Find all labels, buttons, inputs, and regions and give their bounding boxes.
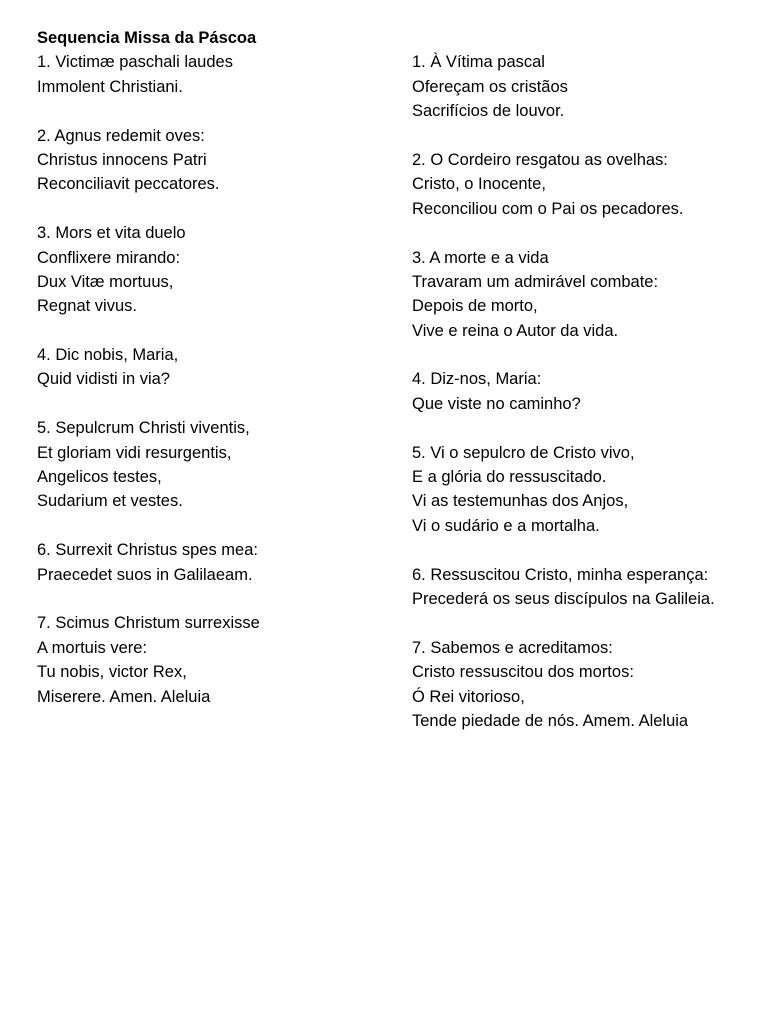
portuguese-line: Vive e reina o Autor da vida. (412, 321, 619, 340)
portuguese-line: 3. A morte e a vida (412, 248, 549, 267)
portuguese-line: Cristo ressuscitou dos mortos: (412, 663, 634, 682)
portuguese-stanza (412, 148, 752, 221)
document-title: Sequencia Missa da Páscoa (37, 29, 257, 47)
latin-line: Immolent Christiani. (37, 77, 183, 96)
portuguese-line: 7. Sabemos e acreditamos: (412, 638, 613, 657)
portuguese-line: Sacrifícios de louvor. (412, 102, 565, 121)
latin-stanza (37, 50, 397, 99)
latin-line: 2. Agnus redemit oves: (37, 126, 205, 145)
latin-line: 1. Victimæ paschali laudes (37, 53, 233, 72)
latin-line: 4. Dic nobis, Maria, (37, 346, 179, 365)
portuguese-stanza (412, 636, 752, 734)
portuguese-line: Cristo, o Inocente, (412, 175, 546, 194)
latin-line: Miserere. Amen. Aleluia (37, 687, 211, 706)
portuguese-stanza (412, 563, 752, 612)
portuguese-line: 5. Vi o sepulcro de Cristo vivo, (412, 443, 635, 462)
latin-line: Sudarium et vestes. (37, 492, 183, 511)
latin-line: 5. Sepulcrum Christi viventis, (37, 419, 250, 438)
portuguese-line: 1. À Vítima pascal (412, 53, 545, 72)
latin-stanza (37, 343, 397, 392)
latin-line: A mortuis vere: (37, 638, 148, 657)
portuguese-stanzas (412, 50, 752, 733)
latin-stanza (37, 538, 397, 587)
latin-line: Quid vidisti in via? (37, 370, 170, 389)
latin-line: 7. Scimus Christum surrexisse (37, 614, 260, 633)
portuguese-line: Tende piedade de nós. Amem. Aleluia (412, 711, 689, 730)
portuguese-line: Travaram um admirável combate: (412, 272, 659, 291)
portuguese-stanza (412, 246, 752, 344)
portuguese-line: 2. O Cordeiro resgatou as ovelhas: (412, 150, 668, 169)
latin-stanza (37, 416, 397, 514)
latin-line: Praecedet suos in Galilaeam. (37, 565, 253, 584)
column-spacer (412, 26, 752, 50)
latin-stanza (37, 221, 397, 319)
latin-line: Regnat vivus. (37, 297, 137, 316)
portuguese-line: E a glória do ressuscitado. (412, 468, 607, 487)
portuguese-stanza (412, 441, 752, 539)
portuguese-line: 6. Ressuscitou Cristo, minha esperança: (412, 565, 709, 584)
latin-stanza (37, 611, 397, 709)
latin-line: Dux Vitæ mortuus, (37, 272, 174, 291)
portuguese-line: Ofereçam os cristãos (412, 77, 568, 96)
latin-line: Christus innocens Patri (37, 150, 207, 169)
portuguese-line: 4. Diz-nos, Maria: (412, 370, 542, 389)
latin-stanza (37, 124, 397, 197)
latin-line: Reconciliavit peccatores. (37, 175, 220, 194)
latin-line: Et gloriam vidi resurgentis, (37, 443, 232, 462)
portuguese-stanza (412, 50, 752, 123)
latin-line: 6. Surrexit Christus spes mea: (37, 541, 258, 560)
portuguese-column (412, 26, 752, 758)
latin-line: 3. Mors et vita duelo (37, 224, 186, 243)
portuguese-line: Ó Rei vitorioso, (412, 687, 525, 706)
portuguese-line: Que viste no caminho? (412, 394, 581, 413)
portuguese-line: Reconciliou com o Pai os pecadores. (412, 199, 684, 218)
latin-stanzas (37, 50, 397, 709)
latin-line: Angelicos testes, (37, 468, 162, 487)
latin-column (37, 26, 397, 733)
portuguese-stanza (412, 367, 752, 416)
portuguese-line: Vi o sudário e a mortalha. (412, 516, 600, 535)
portuguese-line: Depois de morto, (412, 297, 538, 316)
latin-line: Conflixere mirando: (37, 248, 181, 267)
latin-line: Tu nobis, victor Rex, (37, 663, 187, 682)
portuguese-line: Precederá os seus discípulos na Galileia. (412, 589, 715, 608)
portuguese-line: Vi as testemunhas dos Anjos, (412, 492, 629, 511)
